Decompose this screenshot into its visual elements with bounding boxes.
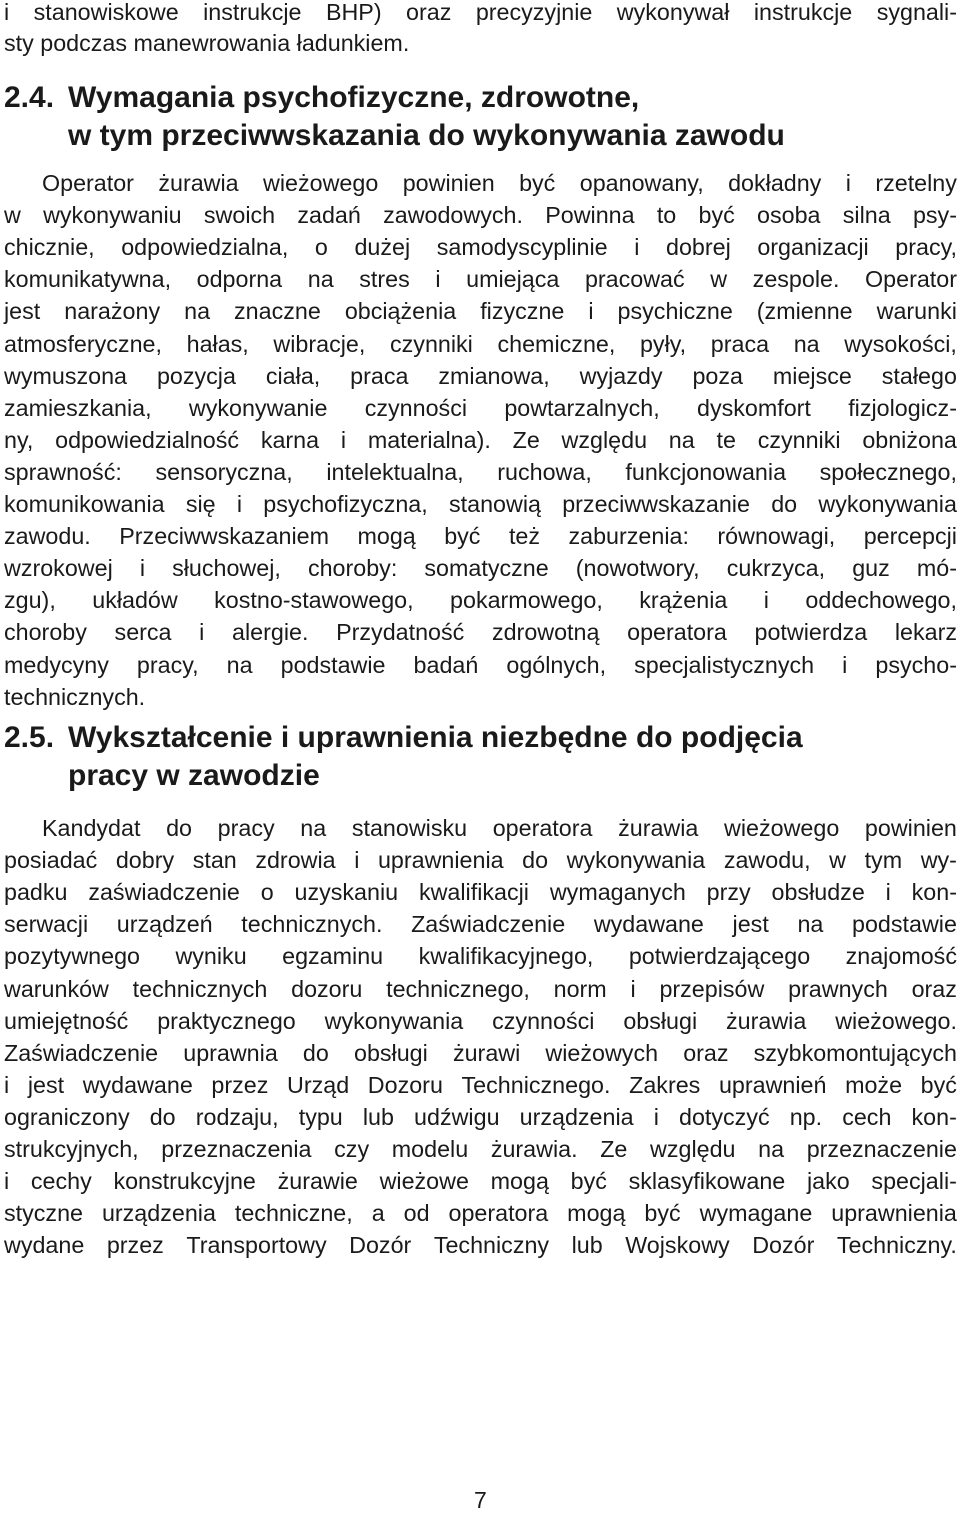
paragraph-line: strukcyjnych, przeznaczenia czy modelu żurawia. Ze względu na przeznaczenie	[4, 1136, 957, 1162]
intro-line: i stanowiskowe instrukcje BHP) oraz precyzyjnie wykonywał instrukcje sygnali-	[4, 0, 957, 25]
paragraph-line: i cechy konstrukcyjne żurawie wieżowe mogą być sklasyfikowane jako specjali-	[4, 1168, 957, 1195]
paragraph-line: Operator żurawia wieżowego powinien być opanowany, dokładny i rzetelny	[42, 170, 957, 196]
paragraph-line: ograniczony do rodzaju, typu lub udźwigu urządzenia i dotyczyć np. cech kon-	[4, 1103, 957, 1130]
section-heading-2-5	[4, 720, 957, 800]
paragraph-line: technicznych.	[4, 683, 146, 710]
paragraph-line: jest narażony na znaczne obciążenia fizyczne i psychiczne (zmienne warunki	[4, 298, 957, 325]
paragraph-line: choroby serca i alergie. Przydatność zdrowotną operatora potwierdza lekarz	[4, 619, 957, 646]
paragraph-line: warunków technicznych dozoru technicznego, norm i przepisów prawnych oraz	[4, 975, 957, 1002]
paragraph-line: sprawność: sensoryczna, intelektualna, ruchowa, funkcjonowania społecznego,	[4, 458, 957, 485]
paragraph-line: chicznie, odpowiedzialna, o dużej samodyscyplinie i dobrej organizacji pracy,	[4, 234, 957, 261]
paragraph-line: w wykonywaniu swoich zadań zawodowych. Powinna to być osoba silna psy-	[4, 202, 957, 229]
intro-line: sty podczas manewrowania ładunkiem.	[4, 30, 410, 56]
paragraph-line: pozytywnego wyniku egzaminu kwalifikacyjnego, potwierdzającego znajomość	[4, 943, 957, 970]
section-number: 2.4.	[4, 81, 55, 114]
paragraph-line: wymuszona pozycja ciała, praca zmianowa, wyjazdy poza miejsce stałego	[4, 362, 957, 389]
paragraph-line: zgu), układów kostno-stawowego, pokarmowego, krążenia i oddechowego,	[4, 587, 957, 614]
paragraph-line: medycyny pracy, na podstawie badań ogólnych, specjalistycznych i psycho-	[4, 651, 957, 678]
paragraph-line: i jest wydawane przez Urząd Dozoru Technicznego. Zakres uprawnień może być	[4, 1071, 957, 1098]
section-number: 2.5.	[4, 721, 55, 754]
paragraph-line: komunikowania się i psychofizyczna, stanowią przeciwwskazanie do wykonywania	[4, 491, 957, 517]
page-number: 7	[474, 1487, 487, 1513]
paragraph-line: umiejętność praktycznego wykonywania czynności obsługi żurawia wieżowego.	[4, 1007, 957, 1034]
paragraph-line: wydane przez Transportowy Dozór Techniczny lub Wojskowy Dozór Techniczny.	[4, 1232, 957, 1259]
paragraph-line: wzrokowej i słuchowej, choroby: somatyczne (nowotwory, cukrzyca, guz mó-	[4, 555, 957, 582]
paragraph-line: posiadać dobry stan zdrowia i uprawnienia do wykonywania zawodu, w tym wy-	[4, 847, 957, 874]
section-title-line: Wykształcenie i uprawnienia niezbędne do podjęcia	[68, 721, 803, 754]
paragraph-line: Zaświadczenie uprawnia do obsługi żurawi wieżowych oraz szybkomontujących	[4, 1039, 957, 1066]
paragraph-line: atmosferyczne, hałas, wibracje, czynniki chemiczne, pyły, praca na wysokości,	[4, 330, 957, 357]
section-title-line: w tym przeciwwskazania do wykonywania zawodu	[68, 119, 785, 152]
paragraph-line: padku zaświadczenie o uzyskaniu kwalifikacji wymaganych przy obsłudze i kon-	[4, 879, 957, 906]
paragraph-line: Kandydat do pracy na stanowisku operatora żurawia wieżowego powinien	[42, 815, 957, 841]
paragraph-line: serwacji urządzeń technicznych. Zaświadczenie wydawane jest na podstawie	[4, 911, 957, 938]
section-title-line: Wymagania psychofizyczne, zdrowotne,	[68, 81, 640, 114]
paragraph-line: ny, odpowiedzialność karna i materialna). Ze względu na te czynniki obniżona	[4, 426, 957, 453]
paragraph-line: styczne urządzenia techniczne, a od operatora mogą być wymagane uprawnienia	[4, 1200, 957, 1227]
section-title-line: pracy w zawodzie	[68, 759, 320, 792]
document-page	[4, 0, 957, 1515]
paragraph-line: komunikatywna, odporna na stres i umiejąca pracować w zespole. Operator	[4, 266, 957, 293]
paragraph-line: zamieszkania, wykonywanie czynności powtarzalnych, dyskomfort fizjologicz-	[4, 394, 957, 421]
section-heading-2-4	[4, 80, 957, 160]
paragraph-line: zawodu. Przeciwwskazaniem mogą być też zaburzenia: równowagi, percepcji	[4, 523, 957, 550]
